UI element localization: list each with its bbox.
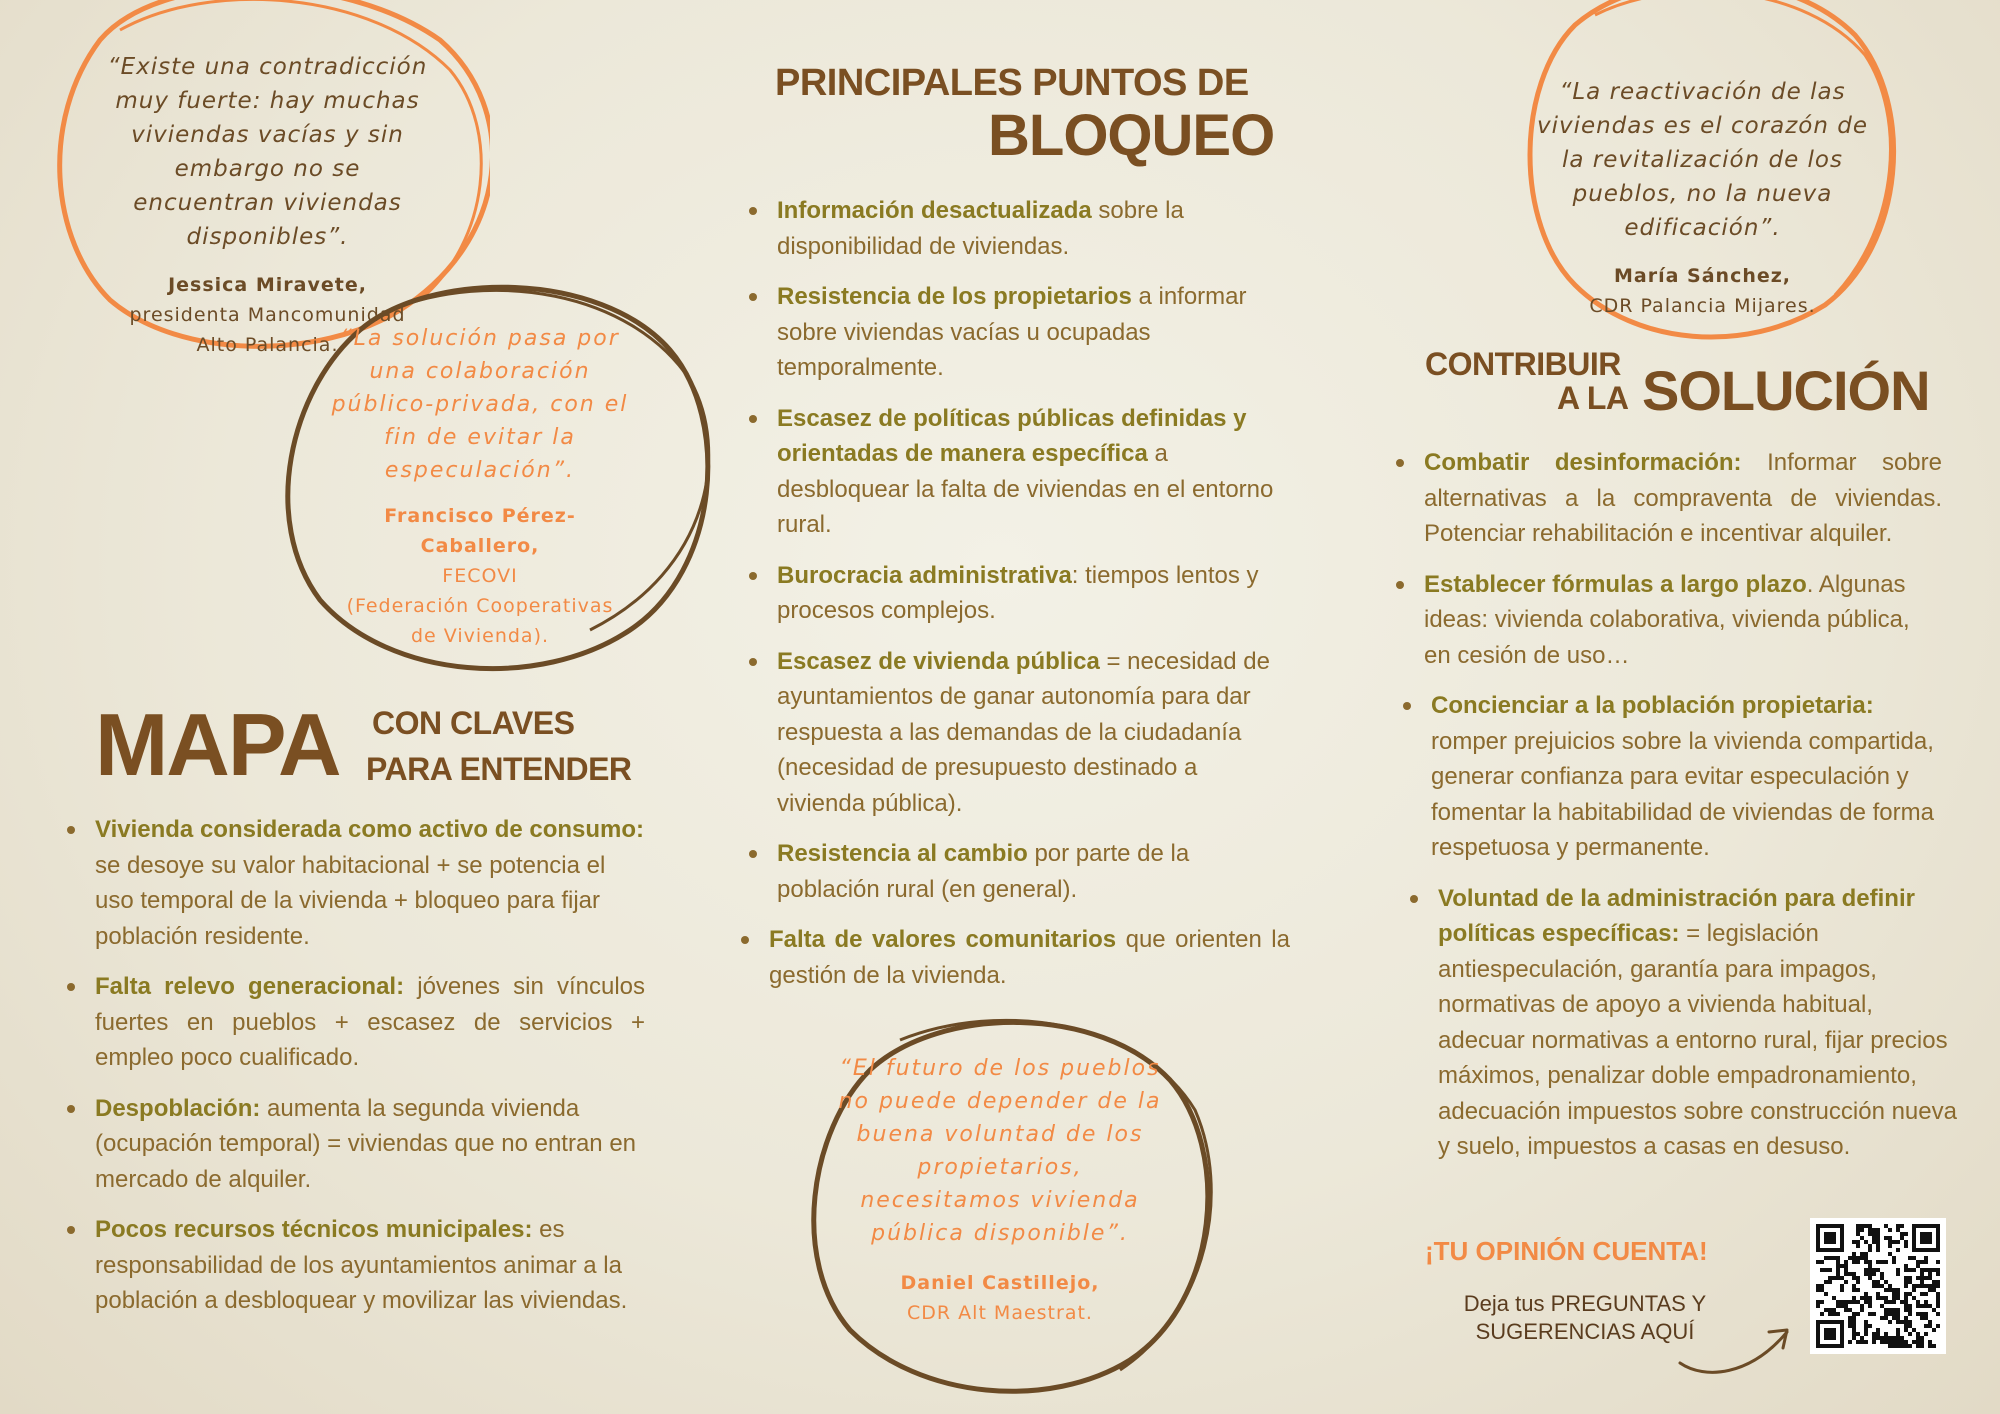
list-item: Información desactualizada sobre la disponibilidad de viviendas. [745,193,1290,264]
author-role: presidenta Mancomunidad [129,304,406,326]
list-item: Voluntad de la administración para definir políticas específicas: = legislación antiespeculación, garantía para impagos, normativas de apoyo a vivienda habitual, adecuar normativas a entorno rural, fijar precios máximos, penalizar doble empadronamiento, adecuación impuestos sobre construcción nueva y suelo, impuestos a casas en desuso. [1406,881,1958,1165]
list-item: Pocos recursos técnicos municipales: es responsabilidad de los ayuntamientos animar a la población a desbloquear y movilizar las viviendas. [63,1212,645,1319]
author-name: Daniel Castillejo, [900,1272,1100,1294]
author-role: FECOVI [442,565,518,587]
author-name: María Sánchez, [1613,265,1792,287]
author-role: CDR Palancia Mijares. [1589,295,1816,317]
quote-author [325,501,635,651]
qr-code[interactable] [1810,1218,1946,1354]
author-name: Jessica Miravete, [168,274,367,296]
bloqueo-list [745,193,1290,1008]
quote-miravete [100,50,435,360]
list-item: Falta relevo generacional: jóvenes sin vínculos fuertes en pueblos + escasez de servicios + empleo poco cualificado. [63,969,645,1076]
qr-code-icon [1816,1224,1940,1348]
solucion-list [1392,445,1957,1180]
solucion-title-big: SOLUCIÓN [1642,359,1930,422]
list-item: Escasez de vivienda pública = necesidad de ayuntamientos de ganar autonomía para dar respuesta a las demandas de la ciudadanía (necesidad de presupuesto destinado a vivienda pública). [745,644,1290,822]
quote-author [1525,261,1880,321]
list-item: Resistencia al cambio por parte de la población rural (en general). [745,836,1290,907]
list-item: Burocracia administrativa: tiempos lentos y procesos complejos. [745,558,1290,629]
bloqueo-title-big: BLOQUEO [988,103,1275,168]
quote-perez-caballero [325,322,635,651]
mapa-title-small-1: CON CLAVES [372,705,575,741]
quote-text: “La solución pasa por una colaboración público-privada, con el fin de evitar la especulación”. [331,326,629,483]
list-item: Resistencia de los propietarios a informar sobre viviendas vacías u ocupadas temporalmente. [745,279,1290,386]
author-name: Francisco Pérez-Caballero, [384,505,576,557]
quote-author [835,1268,1165,1328]
opinion-heading: ¡TU OPINIÓN CUENTA! [1425,1236,1708,1266]
arrow-icon [1675,1318,1795,1378]
list-item: Falta de valores comunitarios que orienten la gestión de la vivienda. [737,922,1290,993]
solucion-title-small-2: A LA [1557,380,1629,416]
feedback-line-1: Deja tus PREGUNTAS Y [1463,1291,1707,1316]
list-item: Concienciar a la población propietaria: romper prejuicios sobre la vivienda compartida, generar confianza para evitar especulación y fomentar la habitabilidad de viviendas de forma respetuosa y permanente. [1399,688,1942,866]
mapa-title-big: MAPA [95,695,340,794]
list-item: Vivienda considerada como activo de consumo: se desoye su valor habitacional + se potencia el uso temporal de la vivienda + bloqueo para fijar población residente. [63,812,645,954]
author-role: CDR Alt Maestrat. [907,1302,1093,1324]
mapa-title-small-2: PARA ENTENDER [366,751,632,787]
quote-text: “La reactivación de las viviendas es el corazón de la revitalización de los pueblos, no la nueva edificación”. [1536,79,1869,241]
author-role-2: Alto Palancia. [196,334,339,356]
mapa-list [63,812,645,1334]
author-role-2: (Federación Cooperativas de Vivienda). [346,595,614,647]
quote-castillejo [835,1052,1165,1328]
quote-text: “El futuro de los pueblos no puede depender de la buena voluntad de los propietarios, necesitamos vivienda pública disponible”. [838,1056,1162,1246]
list-item: Escasez de políticas públicas definidas y orientadas de manera específica a desbloquear la falta de viviendas en el entorno rural. [745,401,1290,543]
quote-sanchez [1525,75,1880,321]
list-item: Despoblación: aumenta la segunda vivienda (ocupación temporal) = viviendas que no entran en mercado de alquiler. [63,1091,645,1198]
bloqueo-title-small: PRINCIPALES PUNTOS DE [775,62,1249,104]
list-item: Establecer fórmulas a largo plazo. Algunas ideas: vivienda colaborativa, vivienda pública, en cesión de uso… [1392,567,1942,674]
feedback-line-2: SUGERENCIAS AQUÍ [1475,1319,1695,1344]
quote-text: “Existe una contradicción muy fuerte: hay muchas viviendas vacías y sin embargo no se encuentran viviendas disponibles”. [107,54,428,250]
list-item: Combatir desinformación: Informar sobre alternativas a la compraventa de viviendas. Potenciar rehabilitación e incentivar alquiler. [1392,445,1942,552]
solucion-title-small-1: CONTRIBUIR [1425,346,1621,382]
